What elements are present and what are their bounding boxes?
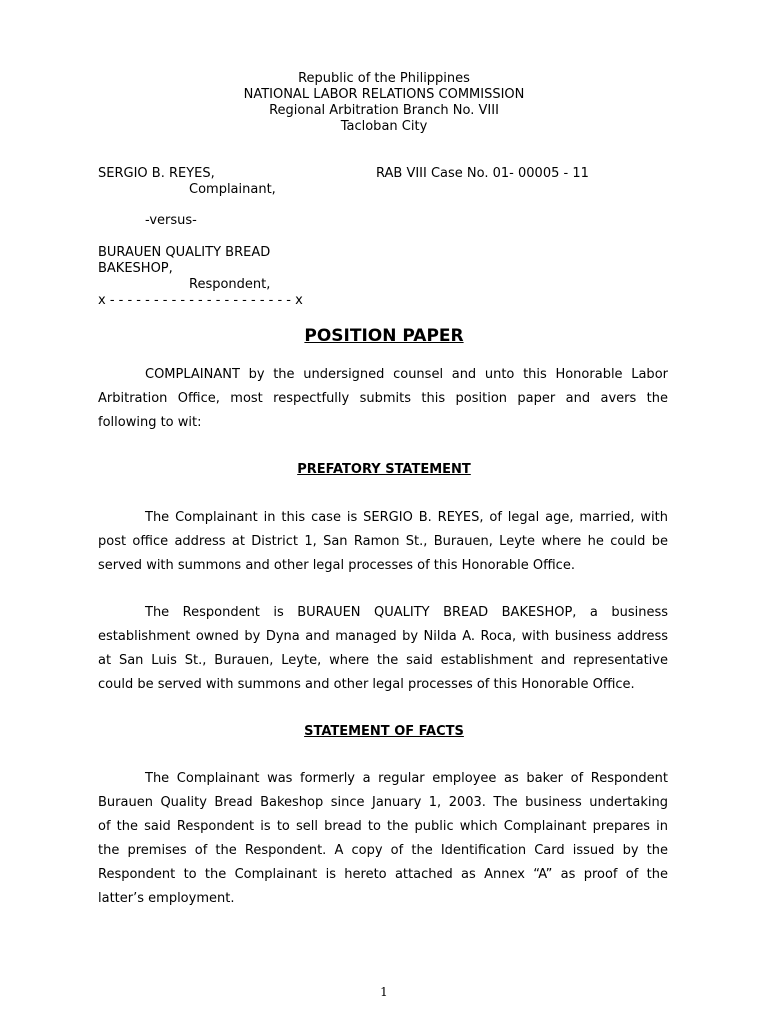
versus-label: -versus-: [145, 213, 197, 228]
prefatory-paragraph-1: [98, 506, 668, 578]
paragraph-line: at San Luis St., Burauen, Leyte, where the said establishment and representative: [98, 653, 668, 668]
page-number: 1: [380, 985, 388, 999]
intro-line: COMPLAINANT by the undersigned counsel and unto this Honorable Labor: [145, 367, 668, 382]
caption-separator: x - - - - - - - - - - - - - - - - - - - - - x: [98, 293, 303, 308]
intro-line: Arbitration Office, most respectfully submits this position paper and avers the: [98, 391, 668, 406]
complainant-name: SERGIO B. REYES,: [98, 166, 215, 181]
paragraph-line: The Complainant in this case is SERGIO B. REYES, of legal age, married, with: [145, 510, 668, 525]
header-republic: Republic of the Philippines: [298, 71, 470, 86]
paragraph-line: post office address at District 1, San Ramon St., Burauen, Leyte where he could be: [98, 534, 668, 549]
document-title: POSITION PAPER: [304, 326, 464, 346]
paragraph-line: Respondent to the Complainant is hereto attached as Annex “A” as proof of the: [98, 867, 668, 882]
paragraph-line: The Complainant was formerly a regular employee as baker of Respondent: [145, 771, 668, 786]
paragraph-line: of the said Respondent is to sell bread to the public which Complainant prepares in: [98, 819, 668, 834]
header-city: Tacloban City: [340, 119, 428, 134]
paragraph-line: served with summons and other legal processes of this Honorable Office.: [98, 558, 575, 573]
case-number: RAB VIII Case No. 01- 00005 - 11: [376, 166, 589, 181]
header-commission: NATIONAL LABOR RELATIONS COMMISSION: [243, 87, 525, 102]
intro-line: following to wit:: [98, 415, 202, 430]
complainant-role: Complainant,: [189, 182, 276, 197]
prefatory-heading: PREFATORY STATEMENT: [297, 462, 471, 477]
paragraph-line: the premises of the Respondent. A copy of the Identification Card issued by the: [98, 843, 668, 858]
paragraph-line: could be served with summons and other legal processes of this Honorable Office.: [98, 677, 635, 692]
paragraph-line: The Respondent is BURAUEN QUALITY BREAD BAKESHOP, a business: [145, 605, 668, 620]
respondent-role: Respondent,: [189, 277, 271, 292]
respondent-name-line2: BAKESHOP,: [98, 261, 173, 276]
paragraph-line: Burauen Quality Bread Bakeshop since January 1, 2003. The business undertaking: [98, 795, 668, 810]
paragraph-line: latter’s employment.: [98, 891, 235, 906]
facts-paragraph-1: [98, 767, 668, 911]
intro-paragraph: [98, 363, 668, 435]
paragraph-line: establishment owned by Dyna and managed by Nilda A. Roca, with business address: [98, 629, 668, 644]
prefatory-paragraph-2: [98, 601, 668, 697]
header-branch: Regional Arbitration Branch No. VIII: [269, 103, 499, 118]
respondent-name-line1: BURAUEN QUALITY BREAD: [98, 245, 271, 260]
facts-heading: STATEMENT OF FACTS: [304, 724, 464, 739]
